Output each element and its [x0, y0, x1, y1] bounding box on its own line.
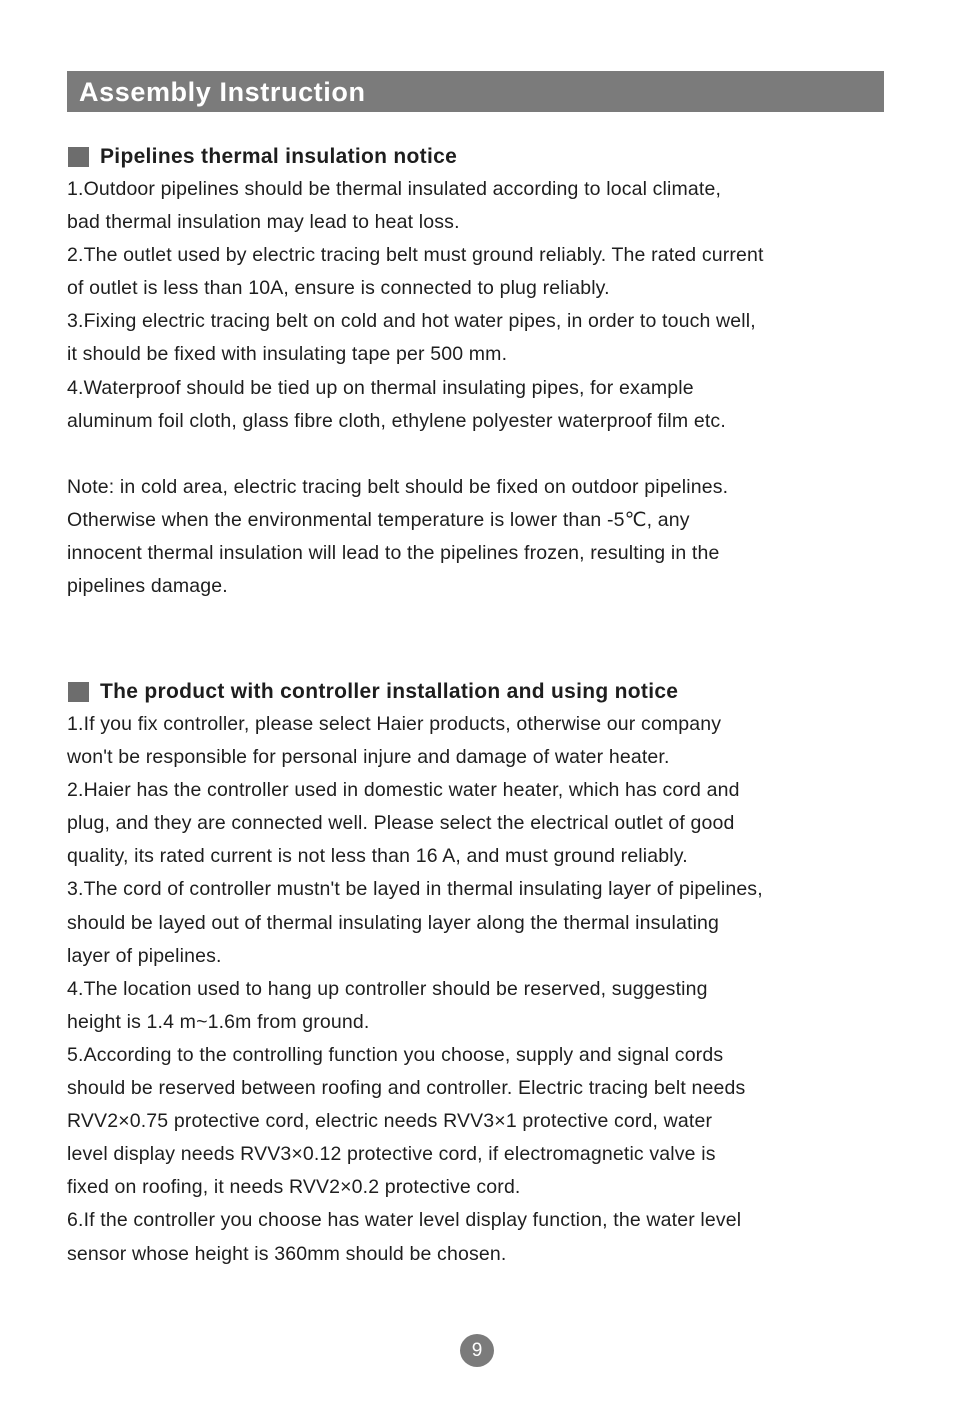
- note-line: pipelines damage.: [67, 575, 228, 598]
- section-heading: [67, 140, 897, 173]
- paragraph-line: aluminum foil cloth, glass fibre cloth, ethylene polyester waterproof film etc.: [67, 409, 726, 432]
- paragraph-line: sensor whose height is 360mm should be chosen.: [67, 1242, 507, 1265]
- paragraph-line: 5.According to the controlling function you choose, supply and signal cords: [67, 1043, 724, 1066]
- section-heading-text: Pipelines thermal insulation notice: [100, 145, 458, 168]
- paragraph-line: RVV2×0.75 protective cord, electric needs RVV3×1 protective cord, water: [67, 1110, 713, 1133]
- paragraph-line: bad thermal insulation may lead to heat loss.: [67, 211, 460, 234]
- paragraph-spacer: [67, 438, 897, 471]
- section-heading-text: The product with controller installation and using notice: [100, 680, 679, 703]
- paragraph-line: 1.If you fix controller, please select Haier products, otherwise our company: [67, 713, 722, 735]
- paragraph-line: 4.Waterproof should be tied up on thermal insulating pipes, for example: [67, 376, 694, 399]
- page-title: Assembly Instruction: [79, 77, 366, 107]
- page-number-badge: 9: [460, 1334, 494, 1367]
- paragraph-line: 4.The location used to hang up controller should be reserved, suggesting: [67, 977, 708, 1000]
- square-bullet-icon: [68, 682, 89, 702]
- paragraph-line: level display needs RVV3×0.12 protective cord, if electromagnetic valve is: [67, 1143, 716, 1166]
- note-line: innocent thermal insulation will lead to the pipelines frozen, resulting in the: [67, 542, 720, 565]
- paragraph-line: layer of pipelines.: [67, 944, 222, 967]
- paragraph-line: height is 1.4 m~1.6m from ground.: [67, 1010, 370, 1033]
- paragraph-line: it should be fixed with insulating tape per 500 mm.: [67, 343, 508, 366]
- paragraph-line: 2.The outlet used by electric tracing belt must ground reliably. The rated current: [67, 244, 764, 267]
- section-header-bar: [67, 71, 884, 112]
- section-controller-installation: [67, 675, 897, 1271]
- paragraph-line: won't be responsible for personal injure and damage of water heater.: [67, 746, 670, 769]
- paragraph-line: 3.Fixing electric tracing belt on cold and hot water pipes, in order to touch well,: [67, 310, 756, 333]
- paragraph-line: fixed on roofing, it needs RVV2×0.2 protective cord.: [67, 1176, 521, 1199]
- section-pipelines-insulation: [67, 140, 897, 603]
- paragraph-line: should be layed out of thermal insulating layer along the thermal insulating: [67, 911, 720, 934]
- square-bullet-icon: [68, 147, 89, 167]
- section-heading: [67, 675, 897, 708]
- note-line: Note: in cold area, electric tracing belt should be fixed on outdoor pipelines.: [67, 475, 729, 498]
- note-line: Otherwise when the environmental temperature is lower than -5℃, any: [67, 508, 690, 531]
- paragraph-line: 1.Outdoor pipelines should be thermal insulated according to local climate,: [67, 178, 722, 200]
- paragraph-line: 6.If the controller you choose has water level display function, the water level: [67, 1209, 742, 1232]
- paragraph-line: 3.The cord of controller mustn't be layed in thermal insulating layer of pipelines,: [67, 878, 763, 901]
- paragraph-line: should be reserved between roofing and controller. Electric tracing belt needs: [67, 1077, 746, 1100]
- paragraph-line: 2.Haier has the controller used in domestic water heater, which has cord and: [67, 779, 740, 802]
- paragraph-line: quality, its rated current is not less than 16 A, and must ground reliably.: [67, 845, 688, 868]
- paragraph-line: of outlet is less than 10A, ensure is connected to plug reliably.: [67, 277, 610, 300]
- paragraph-line: plug, and they are connected well. Please select the electrical outlet of good: [67, 812, 735, 835]
